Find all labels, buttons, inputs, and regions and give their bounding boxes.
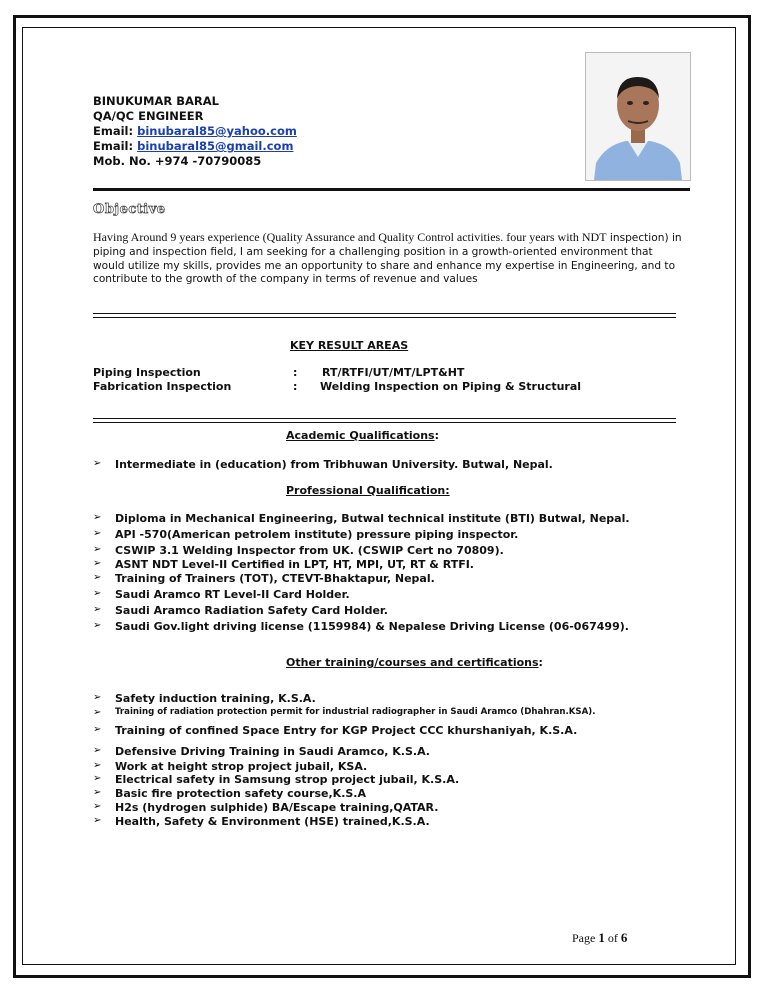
kra-heading: KEY RESULT AREAS — [290, 339, 409, 352]
email-label: Email: — [93, 124, 138, 138]
arrow-bullet-icon: ➢ — [93, 787, 102, 798]
arrow-bullet-icon: ➢ — [93, 604, 102, 615]
objective-heading: Objective — [93, 202, 166, 217]
kra-separator: : — [293, 366, 298, 379]
section-divider — [93, 313, 676, 318]
objective-text-first-line: Having Around 9 years experience (Quality Assurance and Quality Control activities. four years with NDT — [93, 230, 607, 244]
contact-header — [93, 94, 297, 169]
mobile-number: Mob. No. +974 -70790085 — [93, 154, 262, 168]
academic-heading: Academic Qualifications — [286, 429, 435, 442]
kra-separator: : — [293, 380, 298, 393]
arrow-bullet-icon: ➢ — [93, 692, 102, 703]
objective-text: inspection) in piping and inspection field, I am seeking for a challenging position in a growth-oriented environment that would utilize my skills, provides me an opportunity to share and enhance my expertise in Engineering, and to contribute to the growth of the company in terms of revenue and values — [93, 232, 682, 286]
kra-label: Piping Inspection — [93, 366, 201, 379]
email-link-yahoo[interactable]: binubaral85@yahoo.com — [137, 124, 297, 138]
arrow-bullet-icon: ➢ — [93, 724, 102, 735]
arrow-bullet-icon: ➢ — [93, 620, 102, 631]
arrow-bullet-icon: ➢ — [93, 544, 102, 555]
arrow-bullet-icon: ➢ — [93, 773, 102, 784]
arrow-bullet-icon: ➢ — [93, 512, 102, 523]
arrow-bullet-icon: ➢ — [93, 815, 102, 826]
other-training-heading: Other training/courses and certifications — [286, 656, 539, 669]
other-training-heading-colon: : — [538, 656, 543, 669]
section-divider — [93, 418, 676, 423]
profile-photo — [585, 52, 691, 181]
professional-heading: Professional Qualification: — [286, 484, 450, 497]
arrow-bullet-icon: ➢ — [93, 528, 102, 539]
email-label: Email: — [93, 139, 138, 153]
arrow-bullet-icon: ➢ — [93, 458, 102, 469]
arrow-bullet-icon: ➢ — [93, 707, 102, 718]
other-training-heading-wrap — [286, 656, 543, 669]
academic-heading-colon: : — [434, 429, 439, 442]
objective-paragraph — [93, 231, 683, 287]
candidate-name: BINUKUMAR BARAL — [93, 94, 220, 108]
arrow-bullet-icon: ➢ — [93, 558, 102, 569]
arrow-bullet-icon: ➢ — [93, 745, 102, 756]
arrow-bullet-icon: ➢ — [93, 588, 102, 599]
page-number: Page 1 of 6 — [572, 930, 628, 945]
header-divider — [93, 188, 690, 191]
email-link-gmail[interactable]: binubaral85@gmail.com — [137, 139, 294, 153]
kra-value: RT/RTFI/UT/MT/LPT&HT — [322, 366, 465, 379]
job-title: QA/QC ENGINEER — [93, 109, 204, 123]
kra-label: Fabrication Inspection — [93, 380, 232, 393]
kra-value: Welding Inspection on Piping & Structural — [320, 380, 582, 393]
academic-heading-wrap — [286, 429, 439, 442]
arrow-bullet-icon: ➢ — [93, 760, 102, 771]
arrow-bullet-icon: ➢ — [93, 572, 102, 583]
arrow-bullet-icon: ➢ — [93, 801, 102, 812]
